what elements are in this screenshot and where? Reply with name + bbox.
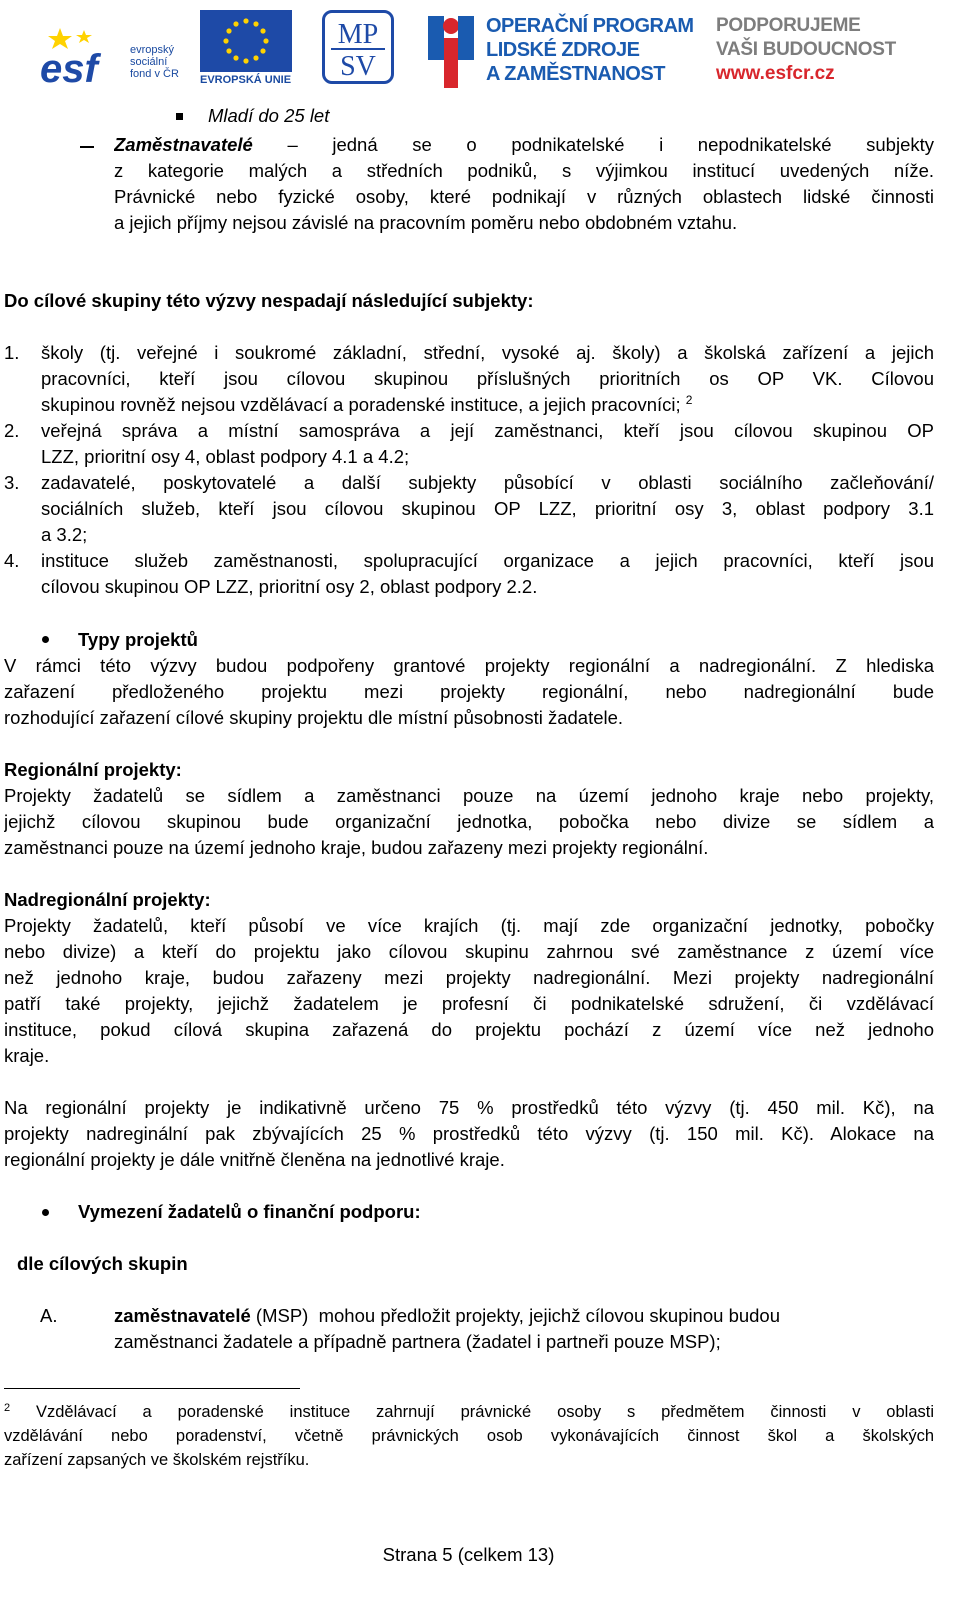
footnote-line bbox=[4, 1400, 934, 1424]
footnote-text: Vzdělávací a poradenské instituce zahrnují právnické osoby s předmětem činnosti v oblasti bbox=[35, 1403, 934, 1421]
square-bullet-icon bbox=[176, 113, 183, 120]
list-item-line: veřejná správa a místní samospráva a její zaměstnanci, kteří jsou cílovou skupinou OP bbox=[41, 420, 934, 441]
paragraph-line: V rámci této výzvy budou podpořeny grantové projekty regionální a nadregionální. Z hlediska bbox=[4, 655, 934, 676]
op-logo-text bbox=[486, 14, 694, 86]
footnote-line: vzdělávání nebo poradenství, včetně právnických osob vykonávajících činnost škol a školských bbox=[4, 1427, 934, 1445]
paragraph-line: Na regionální projekty je indikativně určeno 75 % prostředků této výzvy (tj. 450 mil. Kč), na bbox=[4, 1097, 934, 1118]
list-number: 1. bbox=[4, 342, 20, 363]
target-subitem: Mladí do 25 let bbox=[208, 105, 330, 126]
applicant-line: zaměstnanci žadatele a případně partnera (žadatel i partneři pouze MSP); bbox=[114, 1331, 721, 1352]
excluded-heading: Do cílové skupiny této výzvy nespadají následující subjekty: bbox=[4, 290, 534, 311]
footnote-separator bbox=[4, 1388, 300, 1389]
applicant-line1: (MSP) mohou předložit projekty, jejichž cílovou skupinou budou bbox=[250, 1305, 781, 1326]
paragraph-line: zařazení předloženého projektu mezi projekty regionální, nebo nadregionální bude bbox=[4, 681, 934, 702]
list-letter: A. bbox=[40, 1305, 58, 1326]
list-item-line: sociálních služeb, kteří jsou cílovou skupinou OP LZZ, prioritní osy 3, oblast podpory 3.1 bbox=[41, 498, 934, 519]
paragraph-line: jejichž cílovou skupinou bude organizační jednotka, pobočka nebo divize se sídlem a bbox=[4, 811, 934, 832]
esf-logo-text bbox=[130, 44, 179, 80]
list-item-line: cílovou skupinou OP LZZ, prioritní osy 2, oblast podpory 2.2. bbox=[41, 576, 538, 597]
svg-text:esf: esf bbox=[40, 47, 98, 84]
paragraph-line: kraje. bbox=[4, 1045, 50, 1066]
paragraph-line: instituce, pokud cílová skupina zařazená do projektu pochází z území více než jednoho bbox=[4, 1019, 934, 1040]
employers-line: z kategorie malých a středních podniků, s výjimkou institucí uvedených níže. bbox=[114, 160, 934, 181]
eu-flag-icon bbox=[200, 10, 292, 72]
op-logo-line: A ZAMĚSTNANOST bbox=[486, 63, 665, 85]
employers-line: a jejich příjmy nejsou závislé na pracovním poměru nebo obdobném vztahu. bbox=[114, 212, 738, 233]
applicants-subheading: dle cílových skupin bbox=[17, 1253, 188, 1274]
support-logo bbox=[716, 14, 900, 86]
list-number: 2. bbox=[4, 420, 20, 441]
list-item-line bbox=[41, 392, 692, 418]
applicants-heading: Vymezení žadatelů o finanční podporu: bbox=[78, 1201, 421, 1222]
support-text bbox=[716, 14, 900, 62]
paragraph-line: patří také projekty, jejichž žadatelem je profesní či podnikatelské sdružení, či vzdělávací bbox=[4, 993, 934, 1014]
paragraph-line: regionální projekty je dále vnitřně členěna na jednotlivé kraje. bbox=[4, 1149, 505, 1170]
list-item-line: instituce služeb zaměstnanosti, spolupracující organizace a jejich pracovníci, kteří jsou bbox=[41, 550, 934, 571]
employers-line bbox=[114, 132, 934, 158]
list-item-text: skupinou rovněž nejsou vzdělávací a poradenské instituce, a jejich pracovníci; bbox=[41, 394, 681, 415]
regional-heading: Regionální projekty: bbox=[4, 759, 182, 780]
employers-line: Právnické nebo fyzické osoby, které podnikají v různých oblastech lidské činnosti bbox=[114, 186, 934, 207]
paragraph-line: rozhodující zařazení cílové skupiny projektu dle místní působnosti žadatele. bbox=[4, 707, 624, 728]
paragraph-line: projekty nadreginální pak zbývajících 25 % prostředků této výzvy (tj. 150 mil. Kč). Alokace na bbox=[4, 1123, 934, 1144]
applicant-line bbox=[114, 1303, 780, 1329]
employers-term: Zaměstnavatelé bbox=[114, 134, 253, 155]
paragraph-line: Projekty žadatelů se sídlem a zaměstnanci pouze na území jednoho kraje nebo projekty, bbox=[4, 785, 934, 806]
applicant-term: zaměstnavatelé bbox=[114, 1305, 251, 1326]
support-url: www.esfcr.cz bbox=[716, 63, 835, 84]
supraregional-heading: Nadregionální projekty: bbox=[4, 889, 211, 910]
esf-logo bbox=[40, 6, 192, 86]
round-bullet-icon bbox=[42, 1209, 49, 1216]
paragraph-line: než jednoho kraje, budou zařazeny mezi projekty nadregionální. Mezi projekty nadregionální bbox=[4, 967, 934, 988]
list-number: 4. bbox=[4, 550, 20, 571]
esf-logo-line: evropský bbox=[130, 44, 175, 56]
list-item-line: LZZ, prioritní osy 4, oblast podpory 4.1 a 4.2; bbox=[41, 446, 410, 467]
footnote-ref: 2 bbox=[685, 393, 693, 407]
paragraph-line: zaměstnanci pouze na území jednoho kraje, budou zařazeny mezi projekty regionální. bbox=[4, 837, 709, 858]
mpsv-logo-icon bbox=[325, 13, 391, 81]
support-line: PODPORUJEME bbox=[716, 15, 861, 36]
mpsv-logo bbox=[322, 10, 394, 84]
op-person-icon bbox=[426, 12, 476, 88]
employers-line1: – jedná se o podnikatelské i nepodnikatelské subjekty bbox=[287, 134, 934, 155]
footnote-line: zařízení zapsaných ve školském rejstříku. bbox=[4, 1451, 310, 1469]
op-logo-line: OPERAČNÍ PROGRAM bbox=[486, 15, 694, 37]
paragraph-line: nebo divize) a kteří do projektu jako cílovou skupinu zahrnou své zaměstnance z území více bbox=[4, 941, 934, 962]
op-logo-line: LIDSKÉ ZDROJE bbox=[486, 39, 640, 61]
list-item-line: školy (tj. veřejné i soukromé základní, střední, vysoké aj. školy) a školská zařízení a jejich bbox=[41, 342, 934, 363]
list-item-line: zadavatelé, poskytovatelé a další subjekty působící v oblasti sociálního začleňování/ bbox=[41, 472, 934, 493]
paragraph-line: Projekty žadatelů, kteří působí ve více krajích (tj. mají zde organizační jednotky, pobočky bbox=[4, 915, 934, 936]
footnote-number: 2 bbox=[4, 1402, 11, 1414]
esf-logo-line: sociální bbox=[130, 56, 168, 68]
esf-logo-line: fond v ČR bbox=[130, 68, 179, 80]
eu-logo bbox=[200, 10, 292, 88]
dash-bullet-icon bbox=[80, 146, 94, 148]
op-lzz-logo bbox=[426, 8, 696, 90]
esf-mark-icon bbox=[40, 26, 128, 84]
page-number: Strana 5 (celkem 13) bbox=[382, 1544, 555, 1565]
logo-bar bbox=[40, 6, 900, 90]
round-bullet-icon bbox=[42, 636, 49, 643]
svg-text:MP: MP bbox=[337, 19, 379, 50]
support-line: VAŠI BUDOUCNOST bbox=[716, 39, 896, 60]
project-types-heading: Typy projektů bbox=[78, 629, 198, 650]
list-item-line: pracovníci, kteří jsou cílovou skupinou příslušných prioritních os OP VK. Cílovou bbox=[41, 368, 934, 389]
list-item-line: a 3.2; bbox=[41, 524, 88, 545]
eu-logo-text: EVROPSKÁ UNIE bbox=[200, 74, 292, 86]
svg-text:SV: SV bbox=[340, 51, 376, 81]
list-number: 3. bbox=[4, 472, 20, 493]
